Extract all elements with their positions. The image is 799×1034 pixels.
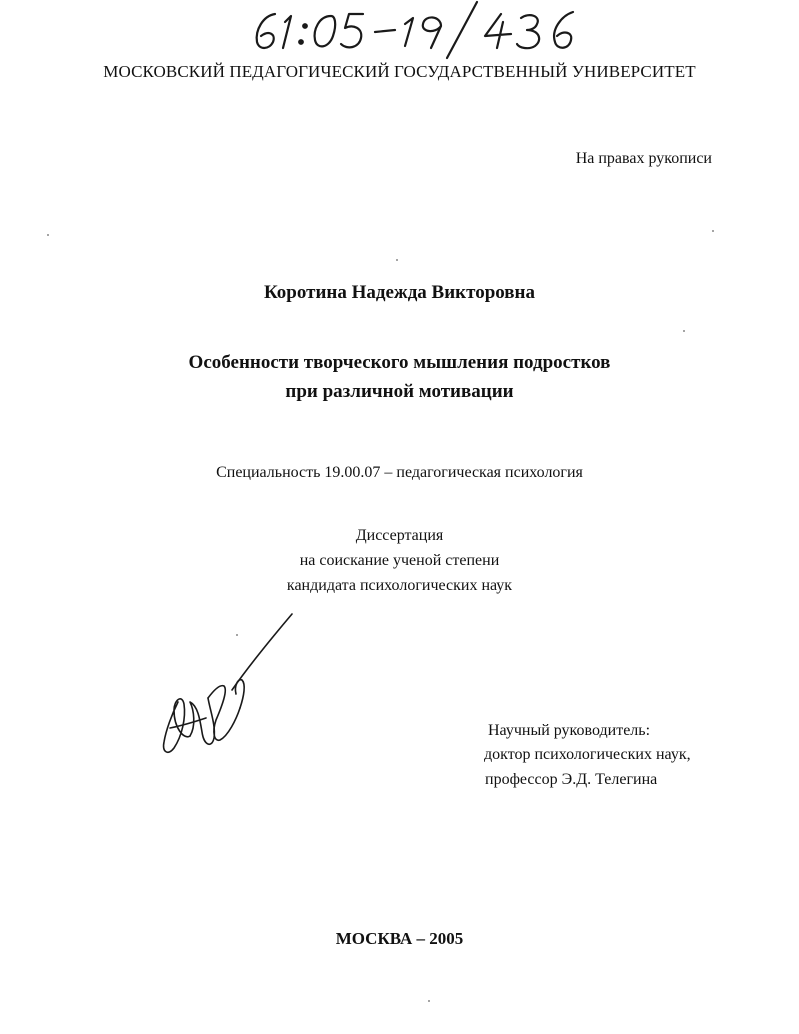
scan-speck [236, 634, 238, 636]
author-name: Коротина Надежда Викторовна [263, 282, 536, 303]
scan-speck [712, 230, 714, 232]
manuscript-rights-note: На правах рукописи [575, 150, 712, 167]
dissertation-title-line-1: Особенности творческого мышления подростков [188, 352, 611, 373]
supervisor-name: профессор Э.Д. Телегина [485, 771, 658, 788]
handwritten-archive-number [245, 0, 590, 62]
scan-speck [396, 259, 398, 261]
scan-speck [428, 1000, 430, 1002]
degree-type: Диссертация [355, 527, 444, 544]
scan-speck [683, 330, 685, 332]
dissertation-title-line-2: при различной мотивации [285, 381, 514, 402]
degree-purpose: на соискание ученой степени [299, 552, 500, 569]
author-signature [150, 610, 300, 770]
supervisor-label: Научный руководитель: [488, 722, 651, 739]
university-name: МОСКОВСКИЙ ПЕДАГОГИЧЕСКИЙ ГОСУДАРСТВЕННЫЙ УНИВЕРСИТЕТ [103, 62, 696, 81]
degree-field: кандидата психологических наук [286, 577, 513, 594]
supervisor-degree: доктор психологических наук, [484, 746, 691, 763]
city-and-year: МОСКВА – 2005 [335, 929, 464, 948]
scan-speck [47, 234, 49, 236]
specialty-line: Специальность 19.00.07 – педагогическая психология [216, 464, 583, 481]
